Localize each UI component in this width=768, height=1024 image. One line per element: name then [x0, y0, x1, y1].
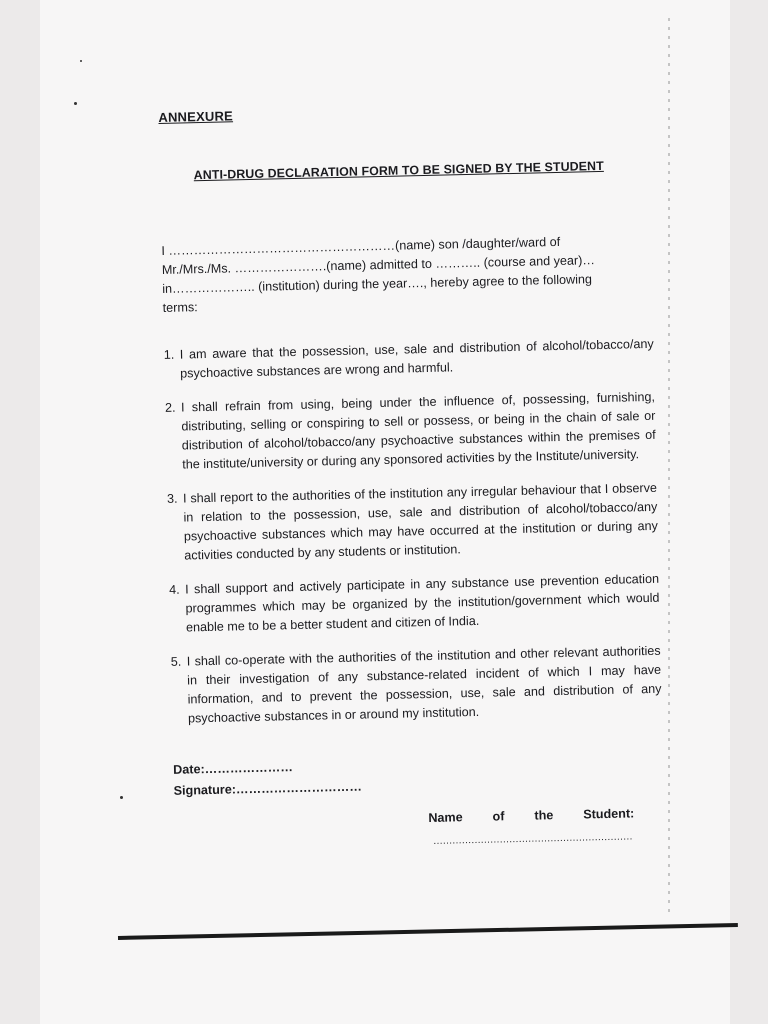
signature-block: [173, 750, 664, 801]
student-name-label: [428, 804, 634, 828]
scan-speck: [80, 60, 82, 62]
term-text: I shall support and actively participate in any substance use prevention education programmes which may be organized by the institution/government which would enable me to be a better student and citizen of India.: [184, 571, 660, 635]
declaration-line: terms:: [162, 300, 198, 315]
scan-speck: [120, 796, 123, 799]
form-content: [158, 89, 665, 857]
name-label-word: of: [492, 809, 505, 824]
student-name-line: ………………………………………………………: [432, 831, 633, 847]
term-number: 3.: [166, 491, 178, 506]
page-edge-shadow: [668, 18, 670, 918]
declaration-paragraph: [161, 231, 653, 318]
name-label-word: Student:: [583, 806, 635, 822]
term-number: 1.: [163, 347, 175, 362]
declaration-line: I ………………………………………………(name) son /daughter/ward of: [161, 234, 561, 258]
term-number: 2.: [164, 400, 176, 415]
name-label-word: the: [534, 808, 554, 823]
term-text: I am aware that the possession, use, sale and distribution of alcohol/tobacco/any psychoactive substances are wrong and harmful.: [179, 336, 654, 381]
term-item: [171, 642, 663, 729]
terms-list: [164, 335, 663, 729]
term-text: I shall co-operate with the authorities of the institution and other relevant authorities in their investigation of any substance-related incident of which I may have information, and to prevent the possession, use, sale and distribution of any psychoactive substances in or around my institution.: [186, 643, 662, 726]
term-item: [167, 479, 659, 566]
annexure-heading: ANNEXURE: [158, 108, 234, 125]
scan-speck: [74, 102, 77, 105]
term-number: 4.: [168, 582, 180, 597]
declaration-line: Mr./Mrs./Ms. ………………….(name) admitted to ……….. (course and year)…: [161, 253, 596, 277]
term-text: I shall refrain from using, being under the influence of, possessing, furnishing, distributing, selling or conspiring to sell or possess, or being in the chain of sale or distribution of alcohol/tobacco/any psychoactive substances within the premises of the institute/university or during any sponsored activities by the Institute/university.: [180, 389, 656, 472]
name-label-word: Name: [428, 810, 463, 826]
term-number: 5.: [170, 654, 182, 669]
signature-field: Signature:…………………………: [173, 779, 363, 798]
date-field: Date:…………………: [173, 760, 293, 777]
form-title: ANTI-DRUG DECLARATION FORM TO BE SIGNED BY THE STUDENT: [193, 158, 604, 183]
document-page: [40, 0, 730, 1024]
term-item: [169, 570, 660, 638]
term-item: [165, 388, 657, 475]
term-item: [164, 335, 655, 384]
bottom-rule: [118, 923, 738, 940]
declaration-line: in……………….. (institution) during the year…., hereby agree to the following: [162, 272, 593, 296]
term-text: I shall report to the authorities of the institution any irregular behaviour that I observe in relation to the possession, use, sale and distribution of alcohol/tobacco/any psychoactive substances which may have occurred at the institution or during any activities conducted by any students or institution.: [182, 480, 658, 563]
